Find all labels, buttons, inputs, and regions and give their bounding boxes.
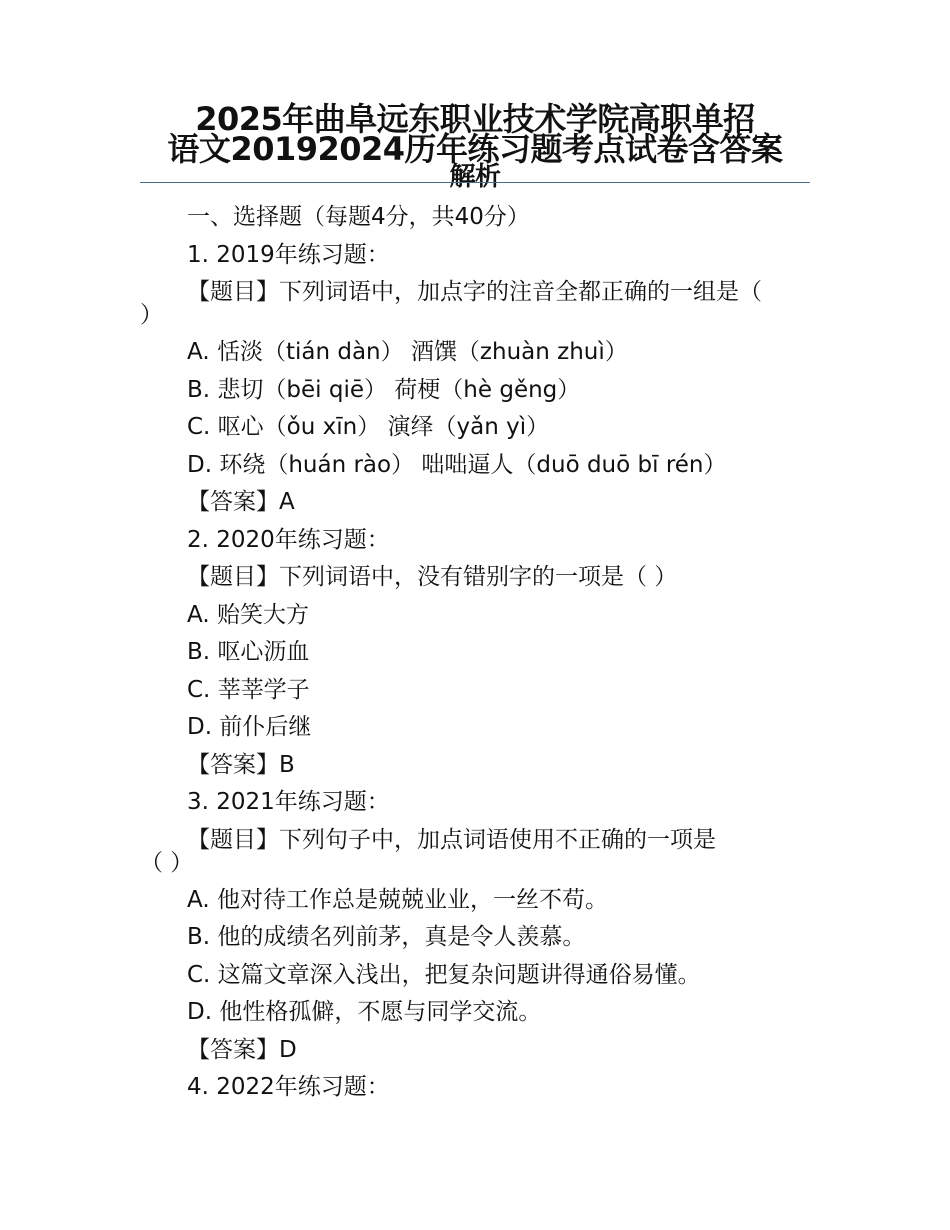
- option-d: D. 他性格孤僻，不愿与同学交流。: [187, 999, 542, 1025]
- question-prompt-tail: （ ）: [140, 849, 194, 876]
- option-b: B. 呕心沥血: [187, 639, 310, 665]
- option-b: B. 悲切（bēi qiē） 荷梗（hè gěng）: [187, 376, 581, 403]
- option-c: C. 呕心（ǒu xīn） 演绎（yǎn yì）: [187, 414, 550, 440]
- title-line-1: 2025年曲阜远东职业技术学院高职单招: [195, 100, 755, 138]
- document-title: [140, 100, 810, 192]
- option-c: C. 莘莘学子: [187, 676, 310, 703]
- title-line-2: 语文20192024历年练习题考点试卷含答案: [167, 130, 783, 168]
- option-d: D. 前仆后继: [187, 714, 312, 740]
- section-heading: 一、选择题（每题4分，共40分）: [187, 204, 530, 230]
- title-line-3: 解析: [449, 162, 501, 192]
- question-header: 2. 2020年练习题：: [187, 526, 390, 553]
- option-a: A. 恬淡（tián dàn） 酒馔（zhuàn zhuì）: [187, 339, 628, 365]
- question-header: 1. 2019年练习题：: [187, 241, 390, 268]
- document-body: [140, 199, 810, 1107]
- answer: 【答案】D: [187, 1036, 297, 1063]
- question-prompt-main: 【题目】下列词语中，加点字的注音全都正确的一组是（: [187, 279, 762, 305]
- question-prompt-main: 【题目】下列句子中，加点词语使用不正确的一项是: [187, 826, 716, 853]
- answer: 【答案】A: [187, 489, 295, 515]
- question-header: 3. 2021年练习题：: [187, 789, 390, 815]
- option-b: B. 他的成绩名列前茅，真是令人羡慕。: [187, 924, 586, 950]
- option-d: D. 环绕（huán rào） 咄咄逼人（duō duō bī rén）: [187, 451, 727, 478]
- option-c: C. 这篇文章深入浅出，把复杂问题讲得通俗易懂。: [187, 961, 701, 988]
- question-prompt-tail: ）: [140, 302, 163, 328]
- option-a: A. 贻笑大方: [187, 601, 309, 628]
- title-divider: [140, 182, 810, 183]
- question-header: 4. 2022年练习题：: [187, 1074, 390, 1100]
- option-a: A. 他对待工作总是兢兢业业，一丝不苟。: [187, 886, 608, 913]
- question-prompt: [140, 274, 810, 334]
- question-prompt: 【题目】下列词语中，没有错别字的一项是（ ）: [187, 564, 678, 590]
- answer: 【答案】B: [187, 751, 295, 778]
- question-prompt: [140, 822, 810, 882]
